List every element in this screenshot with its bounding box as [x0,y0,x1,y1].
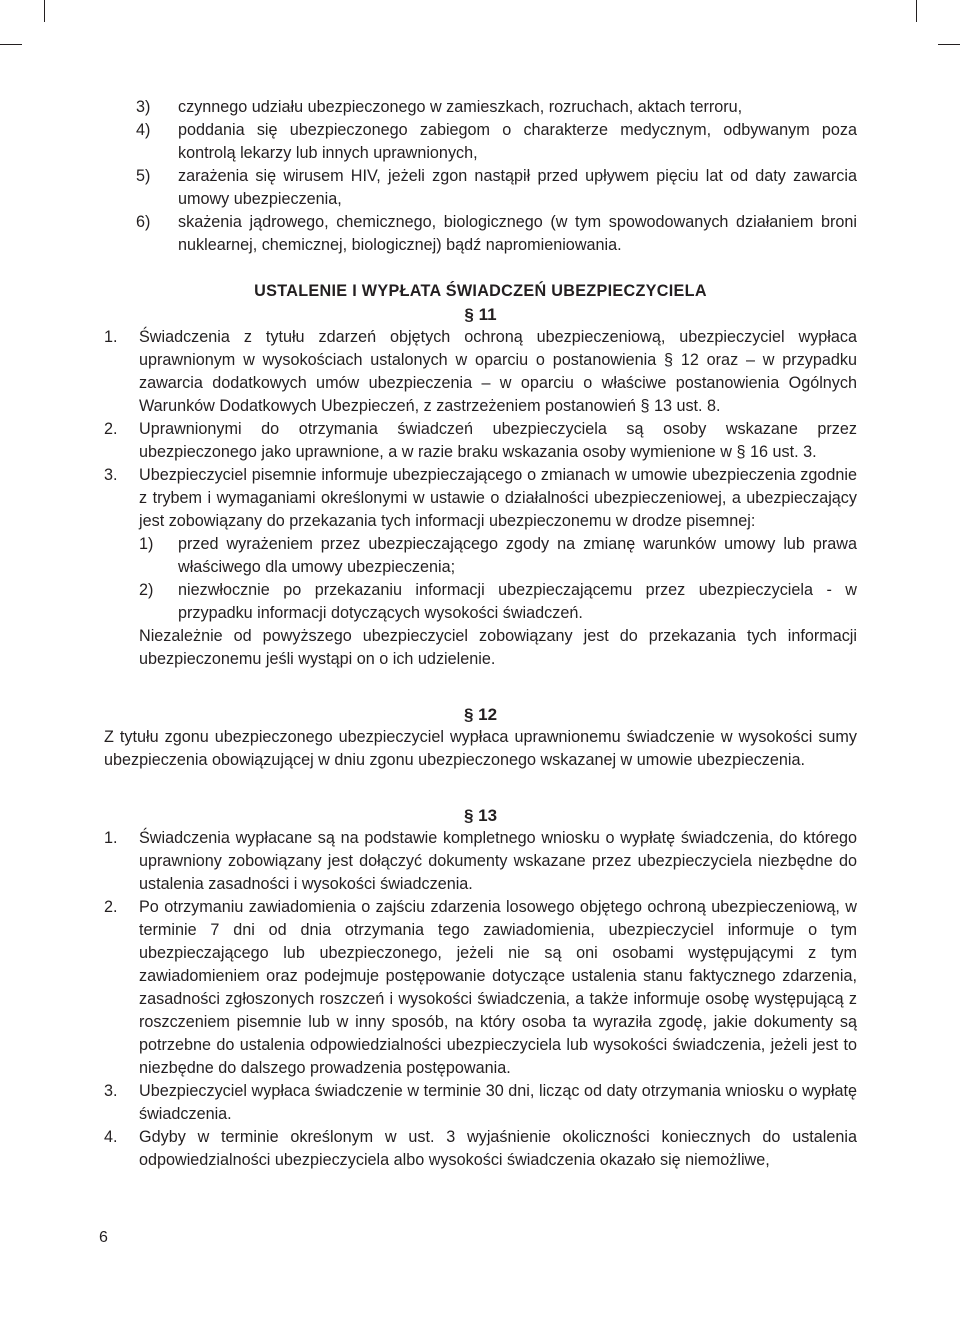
item-number: 1. [104,328,118,346]
section-13-item [104,1080,857,1126]
item-number: 2. [104,898,118,916]
list-item [104,211,857,257]
item-number: 1. [104,829,118,847]
list-item [104,119,857,165]
section-13-item [104,1126,857,1172]
item-text: Ubezpieczyciel pisemnie informuje ubezpieczającego o zmianach w umowie ubezpieczenia zgodnie z trybem i wymaganiami określonymi w ustawie o działalności ubezpieczeniowej, a ubezpieczający jest zobowiązany do przekazania tych informacji ubezpieczonemu w drodze pisemnej: [139,466,857,530]
item-text: Ubezpieczyciel wypłaca świadczenie w terminie 30 dni, licząc od daty otrzymania wniosku o wypłatę świadczenia. [139,1082,857,1123]
document-page [104,96,857,1172]
list-item-number: 6) [136,213,151,231]
section-12-title: § 12 [463,705,498,724]
list-item-number: 5) [136,167,151,185]
section-11-item [104,326,857,418]
chapter-heading: USTALENIE I WYPŁATA ŚWIADCZEŃ UBEZPIECZYCIELA [254,282,707,300]
section-13-title: § 13 [463,806,498,825]
crop-mark-top-left [44,0,45,22]
subitem-number: 1) [139,535,154,553]
item-text: Gdyby w terminie określonym w ust. 3 wyjaśnienie okoliczności koniecznych do ustalenia odpowiedzialności ubezpieczyciela albo wysokości świadczenia okazało się niemożliwe, [139,1128,857,1169]
list-item [104,165,857,211]
item-number: 3. [104,1082,118,1100]
list-item-number: 4) [136,121,151,139]
section-11-item [104,464,857,533]
section-13-item [104,896,857,1080]
list-item [104,96,857,119]
section-11-title: § 11 [464,305,497,324]
section-11-item [104,418,857,464]
subitem-text: przed wyrażeniem przez ubezpieczającego zgody na zmianę warunków umowy lub prawa właściwego dla umowy ubezpieczenia; [178,535,857,576]
list-item-text: czynnego udziału ubezpieczonego w zamieszkach, rozruchach, aktach terroru, [178,98,743,116]
section-13-item [104,827,857,896]
exclusions-list [104,96,857,257]
crop-mark-top-right-h [938,44,960,45]
page-number: 6 [99,1229,108,1246]
list-item-text: zarażenia się wirusem HIV, jeżeli zgon nastąpił przed upływem pięciu lat od daty zawarcia umowy ubezpieczenia, [178,167,857,208]
list-item-number: 3) [136,98,151,116]
item-number: 3. [104,466,118,484]
subitem-number: 2) [139,581,154,599]
list-item-text: poddania się ubezpieczonego zabiegom o charakterze medycznym, odbywanym poza kontrolą lekarzy lub innych uprawnionych, [178,121,857,162]
section-12-text: Z tytułu zgonu ubezpieczonego ubezpieczyciel wypłaca uprawnionemu świadczenie w wysokości sumy ubezpieczenia obowiązującej w dniu zgonu ubezpieczonego wskazanej w umowie ubezpieczenia. [104,728,857,769]
crop-mark-top-right [916,0,917,22]
section-11-closing: Niezależnie od powyższego ubezpieczyciel zobowiązany jest do przekazania tych informacji ubezpieczonemu jeśli wystąpi on o ich udzielenie. [139,627,857,668]
item-text: Świadczenia wypłacane są na podstawie kompletnego wniosku o wypłatę świadczenia, do którego uprawniony zobowiązany jest dołączyć dokumenty wskazane przez ubezpieczyciela niezbędne do ustalenia zasadności i wysokości świadczenia. [139,829,857,893]
section-11-subitem [104,533,857,579]
item-text: Uprawnionymi do otrzymania świadczeń ubezpieczyciela są osoby wskazane przez ubezpieczonego jako uprawnione, a w razie braku wskazania osoby wymienione w § 16 ust. 3. [139,420,857,461]
subitem-text: niezwłocznie po przekazaniu informacji ubezpieczającemu przez ubezpieczyciela - w przypadku informacji dotyczących wysokości świadczeń. [178,581,857,622]
item-text: Po otrzymaniu zawiadomienia o zajściu zdarzenia losowego objętego ochroną ubezpieczeniową, w terminie 7 dni od dnia otrzymania tego zawiadomienia, ubezpieczyciel informuje o tym ubezpieczającego lub ubezpieczonego, jeżeli nie są oni osobami występującymi z tym zawiadomieniem oraz podejmuje postępowanie dotyczące ustalenia stanu faktycznego zdarzenia, zasadności zgłoszonych roszczeń i wysokości świadczenia, a także informuje osobę występującą z roszczeniem pisemnie lub w inny sposób, na który osoba ta wyraziła zgodę, jakie dokumenty są potrzebne do ustalenia odpowiedzialności ubezpieczyciela lub wysokości świadczenia, jeżeli jest to niezbędne do dalszego prowadzenia postępowania. [139,898,857,1077]
item-text: Świadczenia z tytułu zdarzeń objętych ochroną ubezpieczeniową, ubezpieczyciel wypłaca uprawnionym w wysokościach ustalonych w oparciu o postanowienia § 12 oraz – w przypadku zawarcia dodatkowych umów ubezpieczenia – w oparciu o właściwe postanowienia Ogólnych Warunków Dodatkowych Ubezpieczeń, z zastrzeżeniem postanowień § 13 ust. 8. [139,328,857,415]
item-number: 4. [104,1128,118,1146]
crop-mark-top-left-h [0,44,22,45]
list-item-text: skażenia jądrowego, chemicznego, biologicznego (w tym spowodowanych działaniem broni nuklearnej, chemicznej, biologicznej) bądź napromieniowania. [178,213,857,254]
section-11-subitem [104,579,857,625]
item-number: 2. [104,420,118,438]
